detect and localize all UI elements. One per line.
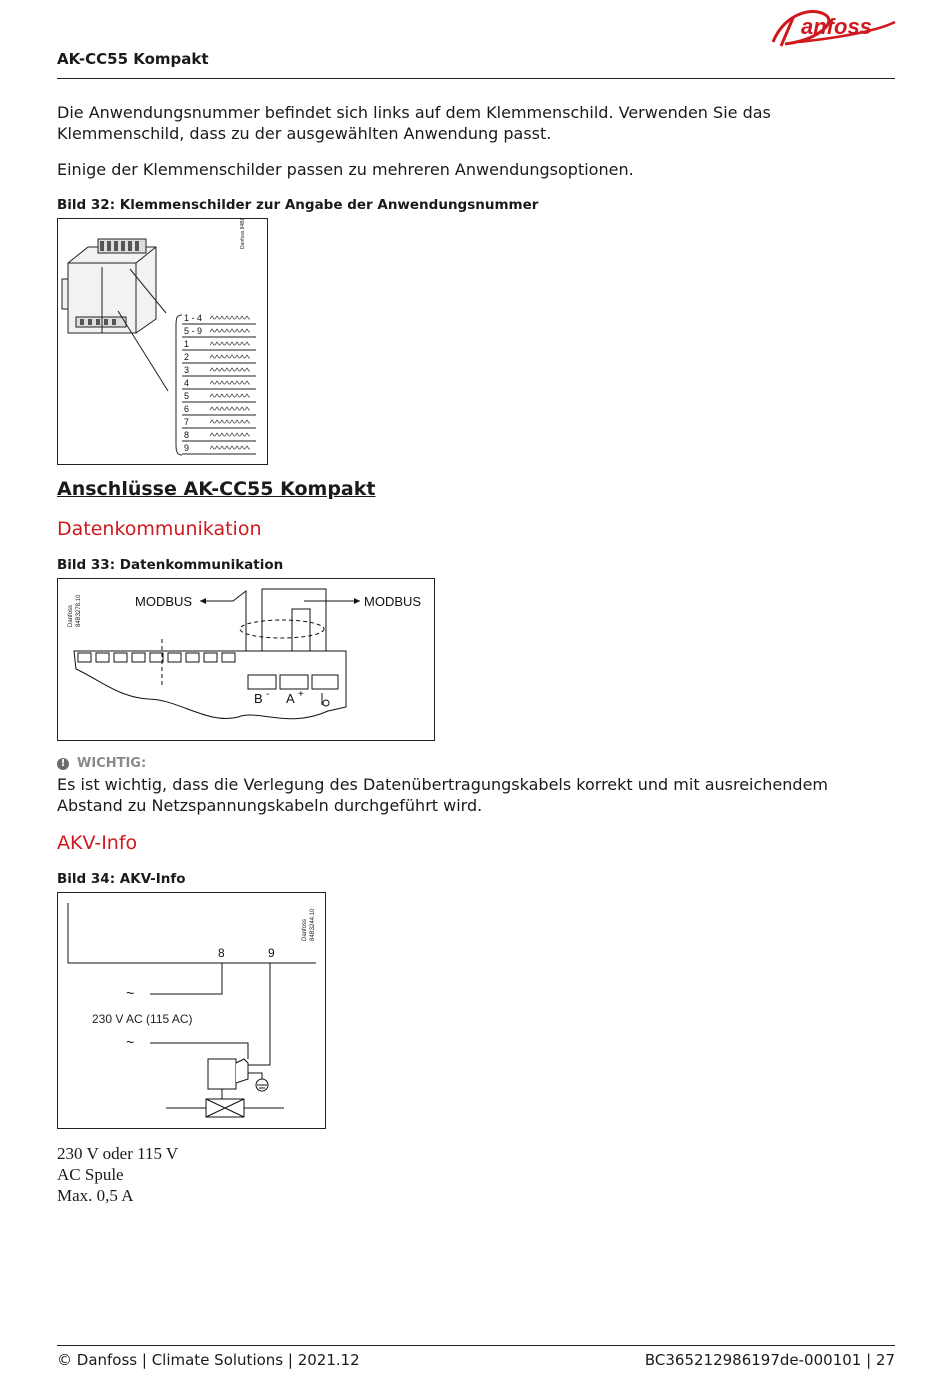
terminal-label-row: 5 (184, 391, 190, 401)
svg-text:anfoss: anfoss (801, 14, 872, 39)
terminal-8-label: 8 (218, 946, 225, 960)
terminal-row-symbols (210, 381, 250, 384)
intro-paragraph-1: Die Anwendungsnummer befindet sich links auf dem Klemmenschild. Verwenden Sie das Klemmenschild, dass zu der ausgewählten Anwendung passt. (57, 103, 771, 143)
terminal-label-row: 7 (184, 417, 190, 427)
terminal-row-symbols (210, 407, 250, 410)
b-minus-label: B (254, 691, 263, 706)
terminal-label-row: 2 (184, 352, 190, 362)
footer-divider (57, 1345, 895, 1346)
ac-symbol-bottom: ~ (126, 1034, 135, 1050)
figure-32-terminal-labels (57, 218, 268, 465)
figure-34-caption: Bild 34: AKV-Info (57, 871, 186, 887)
footer-doc-id: BC365212986197de-000101 | 27 (644, 1351, 895, 1369)
figure-33-code-1: Danfoss (68, 604, 74, 627)
figure-32-caption: Bild 32: Klemmenschilder zur Angabe der Anwendungsnummer (57, 197, 539, 213)
terminal-label-row: 8 (184, 430, 190, 440)
spec-line-3: Max. 0,5 A (57, 1186, 134, 1205)
terminal-row-symbols (210, 420, 250, 423)
figure-34-code-2: 84B3244.10 (310, 908, 316, 941)
voltage-label: 230 V AC (115 AC) (92, 1012, 193, 1026)
terminal-row-symbols (210, 355, 250, 358)
figure-34-code-1: Danfoss (302, 918, 308, 941)
important-label-text: WICHTIG: (77, 756, 147, 771)
figure-33-caption: Bild 33: Datenkommunikation (57, 557, 284, 573)
figure-33-data-communication (57, 578, 435, 741)
ac-symbol-top: ~ (126, 985, 135, 1001)
subheading-data-communication: Datenkommunikation (57, 518, 262, 540)
terminal-label-row: 4 (184, 378, 190, 388)
figure-33-code-2: 84B3278.10 (76, 594, 82, 627)
terminal-row-symbols (210, 329, 250, 332)
terminal-row-symbols (210, 433, 250, 436)
terminal-label-row: 9 (184, 443, 190, 453)
terminal-9-label: 9 (268, 946, 275, 960)
terminal-label-row: 1 (184, 339, 190, 349)
modbus-right-label: MODBUS (364, 594, 422, 609)
spec-line-1: 230 V oder 115 V (57, 1144, 179, 1163)
exclamation-icon: ! (57, 758, 69, 770)
svg-text:+: + (298, 689, 304, 700)
terminal-label-row: 1 - 4 (184, 313, 203, 323)
header-divider (57, 78, 895, 79)
document-title: AK-CC55 Kompakt (57, 50, 209, 68)
spec-line-2: AC Spule (57, 1165, 124, 1184)
important-note-text: Es ist wichtig, dass die Verlegung des Datenübertragungskabels korrekt und mit ausreichendem Abstand zu Netzspannungskabeln durchgeführt wird. (57, 775, 828, 815)
terminal-row-symbols (210, 316, 250, 319)
footer-copyright: © Danfoss | Climate Solutions | 2021.12 (57, 1351, 360, 1369)
terminal-label-row: 5 - 9 (184, 326, 203, 336)
section-heading-connections: Anschlüsse AK-CC55 Kompakt (57, 478, 376, 500)
terminal-label-row: 6 (184, 404, 190, 414)
intro-paragraph-2: Einige der Klemmenschilder passen zu mehreren Anwendungsoptionen. (57, 160, 634, 179)
terminal-row-symbols (210, 368, 250, 371)
solenoid-valve-icon (166, 1059, 284, 1117)
terminal-row-symbols (210, 394, 250, 397)
terminal-label-row: 3 (184, 365, 190, 375)
figure-32-code: Danfoss 84B8264 (240, 219, 246, 249)
important-note-label (57, 756, 146, 771)
terminal-row-symbols (210, 342, 250, 345)
svg-text:-: - (266, 689, 270, 700)
a-plus-label: A (286, 691, 295, 706)
ground-icon (248, 1073, 268, 1091)
danfoss-logo (765, 2, 900, 58)
terminal-row-symbols (210, 446, 250, 449)
figure-34-akv-info (57, 892, 326, 1129)
subheading-akv-info: AKV-Info (57, 832, 138, 854)
modbus-left-label: MODBUS (135, 594, 193, 609)
